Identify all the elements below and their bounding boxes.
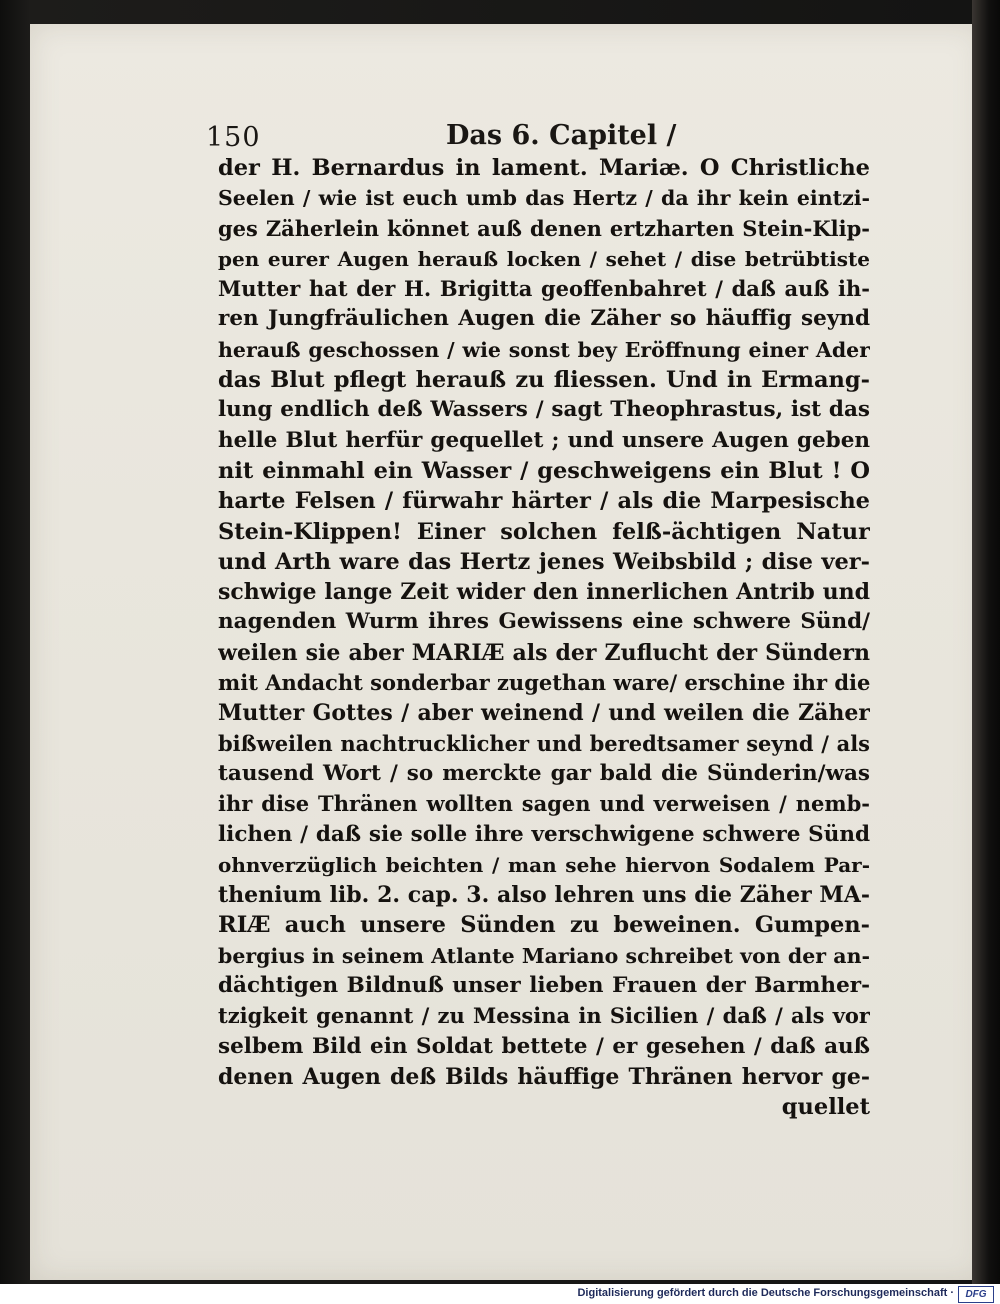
text-line: selbem Bild ein Soldat bettete / er gesehen / daß auß bbox=[218, 1033, 870, 1059]
text-line: Seelen / wie ist euch umb das Hertz / da ihr kein eintzi- bbox=[218, 186, 870, 211]
text-line: tzigkeit genannt / zu Messina in Sicilien / daß / als vor bbox=[218, 1003, 870, 1029]
text-line: ges Zäherlein könnet auß denen ertzharten Stein-Klip- bbox=[218, 215, 870, 241]
text-line: Stein-Klippen! Einer solchen felß-ächtigen Natur bbox=[218, 518, 870, 545]
footer-bar bbox=[0, 1284, 1000, 1304]
text-line: lung endlich deß Wassers / sagt Theophrastus, ist das bbox=[218, 397, 870, 423]
text-line: thenium lib. 2. cap. 3. also lehren uns die Zäher MA- bbox=[218, 882, 870, 909]
text-line: weilen sie aber MARIÆ als der Zuflucht der Sündern bbox=[218, 639, 870, 666]
body-text bbox=[218, 153, 870, 1123]
text-line: helle Blut herfür gequellet ; und unsere Augen geben bbox=[218, 427, 870, 453]
text-line: pen eurer Augen herauß locken / sehet / dise betrübtiste bbox=[218, 246, 870, 271]
text-line: Mutter hat der H. Brigitta geoffenbahret / daß auß ih- bbox=[218, 276, 870, 302]
funding-credit: Digitalisierung gefördert durch die Deutsche Forschungsgemeinschaft · bbox=[577, 1287, 954, 1299]
text-line: nagenden Wurm ihres Gewissens eine schwere Sünd/ bbox=[218, 609, 870, 635]
text-line: herauß geschossen / wie sonst bey Eröffnung einer Ader bbox=[218, 337, 870, 362]
page-number: 150 bbox=[206, 122, 261, 153]
text-line: lichen / daß sie solle ihre verschwigene schwere Sünd bbox=[218, 821, 870, 847]
text-line: Mutter Gottes / aber weinend / und weilen die Zäher bbox=[218, 700, 870, 727]
text-line: das Blut pflegt herauß zu fliessen. Und in Ermang- bbox=[218, 367, 870, 394]
text-line: tausend Wort / so merckte gar bald die Sünderin/was bbox=[218, 760, 870, 786]
text-line: ren Jungfräulichen Augen die Zäher so häuffig seynd bbox=[218, 306, 870, 332]
text-line: mit Andacht sonderbar zugethan ware/ erschine ihr die bbox=[218, 670, 870, 696]
text-line: bißweilen nachtrucklicher und beredtsamer seynd / als bbox=[218, 730, 870, 756]
binding-shadow bbox=[972, 0, 1000, 1284]
text-line: bergius in seinem Atlante Mariano schreibet von der an- bbox=[218, 943, 870, 968]
running-title: Das 6. Capitel / bbox=[446, 120, 677, 151]
text-line: quellet bbox=[781, 1094, 870, 1121]
text-line: ohnverzüglich beichten / man sehe hiervon Sodalem Par- bbox=[218, 852, 870, 877]
text-line: RIÆ auch unsere Sünden zu beweinen. Gumpen- bbox=[218, 912, 870, 939]
text-line: und Arth ware das Hertz jenes Weibsbild ; dise ver- bbox=[218, 548, 870, 575]
text-line: nit einmahl ein Wasser / geschweigens ein Blut ! O bbox=[218, 457, 870, 484]
text-line: harte Felsen / fürwahr härter / als die Marpesische bbox=[218, 488, 870, 515]
text-line: schwige lange Zeit wider den innerlichen Antrib und bbox=[218, 579, 870, 606]
text-line: ihr dise Thränen wollten sagen und verweisen / nemb- bbox=[218, 791, 870, 817]
text-line: dächtigen Bildnuß unser lieben Frauen der Barmher- bbox=[218, 973, 870, 999]
page-header bbox=[206, 120, 876, 154]
dfg-logo: DFG bbox=[958, 1286, 994, 1303]
text-line: der H. Bernardus in lament. Mariæ. O Christliche bbox=[218, 155, 870, 181]
text-line: denen Augen deß Bilds häuffige Thränen hervor ge- bbox=[218, 1063, 870, 1090]
